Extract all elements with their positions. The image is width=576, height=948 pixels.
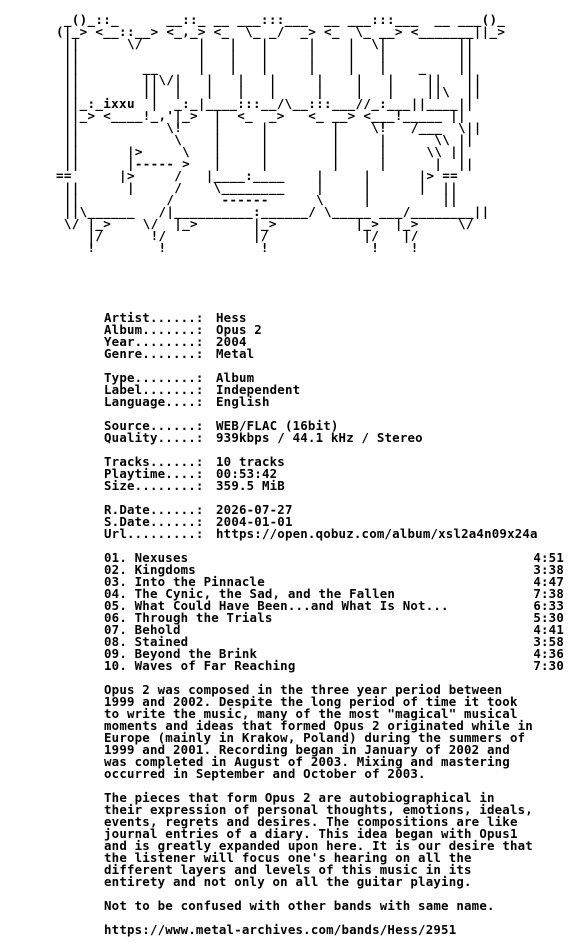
ascii-art-banner: _()_::_ __::_ __ ___:::___ __ ___:::___ __ ___()_ (|_> <__::__> <_,_> <_ \_ _/ _> <_ \_ __> <_______||_> || \/ | | | | | \| || || | | | | | | || || __ | | | | | | _ || || ||\/| | | | | | | || || || || | | | | | | | ||\ || ||_:_ixxu | _:_|____:::__/\__:::___//_:___||____|| ||_> <____!_,'|_> | <_ _> <_ __> <___!_____ || || \! | | | \! /___ \|| || \ | | | | \\ || || |> \ | | | | \\ || || |----- > | | | | | || == |> / |____:____ | | |> == || | / \________ | | | || || / ------ \ | || ||\______ /|__________:______/ \_____ ___/________|| \/ |_> \/ |_> |_> |_> |_> \/ |/ !/ |/ |/ |/ ! ! ! ! ! [56,12,506,255]
list-item [104,660,564,672]
track-duration: 7:38 [533,586,564,601]
ascii-logo [56,14,566,254]
info-row-size: Size........: 359.5 MiB [104,478,285,493]
track-title: 05. What Could Have Been...and What Is Not... [104,598,449,613]
track-duration: 6:33 [533,598,564,613]
info-row-label: Label.......: Independent [104,382,301,397]
track-duration: 4:36 [533,646,564,661]
description-paragraph-2: The pieces that form Opus 2 are autobiographical in their expression of personal thoughts, emotions, ideals, events, regrets and desires. The compositions are like journal entries of a diary. This idea began with Opus1 and is greatly expanded upon here. It is our desire that the listener will focus one's hearing on all the different layers and levels of this music in its entirety and not only on all the guitar playing. [104,790,533,889]
info-row-url: Url.........: https://open.qobuz.com/album/xsl2a4n09x24a [104,526,538,541]
track-title: 04. The Cynic, the Sad, and the Fallen [104,586,396,601]
info-row-language: Language....: English [104,394,270,409]
info-row-album: Album.......: Opus 2 [104,322,262,337]
source-info-section [104,420,564,444]
info-row-source: Source......: WEB/FLAC (16bit) [104,418,339,433]
track-title: 07. Behold [104,622,181,637]
description-paragraph-1: Opus 2 was composed in the three year period between 1999 and 2002. Despite the long period of time it took to write the music, many of the most "magical" musical moments and ideas that formed Opus 2 originated while in Europe (mainly in Krakow, Poland) during the summers of 1999 and 2001. Recording began in January of 2002 and was completed in August of 2003. Mixing and mastering occurred in September and October of 2003. [104,682,533,781]
track-duration: 7:30 [533,658,564,673]
info-row-artist: Artist......: Hess [104,310,247,325]
track-title: 01. Nexuses [104,550,189,565]
stats-section [104,456,564,492]
info-row-type: Type........: Album [104,370,255,385]
track-duration: 3:58 [533,634,564,649]
track-duration: 3:38 [533,562,564,577]
info-row-quality: Quality.....: 939kbps / 44.1 kHz / Stereo [104,430,423,445]
info-row-genre: Genre.......: Metal [104,346,255,361]
info-row-tracks: Tracks......: 10 tracks [104,454,285,469]
info-row-year: Year........: 2004 [104,334,247,349]
track-duration: 4:41 [533,622,564,637]
album-url-link[interactable]: https://open.qobuz.com/album/xsl2a4n09x24a [216,526,538,541]
track-title: 10. Waves of Far Reaching [104,658,296,673]
track-duration: 4:47 [533,574,564,589]
metal-archives-link[interactable]: https://www.metal-archives.com/bands/Hess/2951 [104,922,457,937]
release-info-section [104,372,564,408]
track-title: 09. Beyond the Brink [104,646,258,661]
track-duration: 5:30 [533,610,564,625]
track-title: 02. Kingdoms [104,562,196,577]
info-row-playtime: Playtime....: 00:53:42 [104,466,278,481]
album-info-section [104,312,564,360]
track-title: 03. Into the Pinnacle [104,574,265,589]
info-row-release-date: R.Date......: 2026-07-27 [104,502,293,517]
nfo-body [104,312,564,936]
track-title: 06. Through the Trials [104,610,273,625]
info-row-street-date: S.Date......: 2004-01-01 [104,514,293,529]
tracklist [104,552,564,672]
track-title: 08. Stained [104,634,189,649]
disambiguation-note: Not to be confused with other bands with same name. [104,898,495,913]
dates-section [104,504,564,540]
track-duration: 4:51 [533,550,564,565]
